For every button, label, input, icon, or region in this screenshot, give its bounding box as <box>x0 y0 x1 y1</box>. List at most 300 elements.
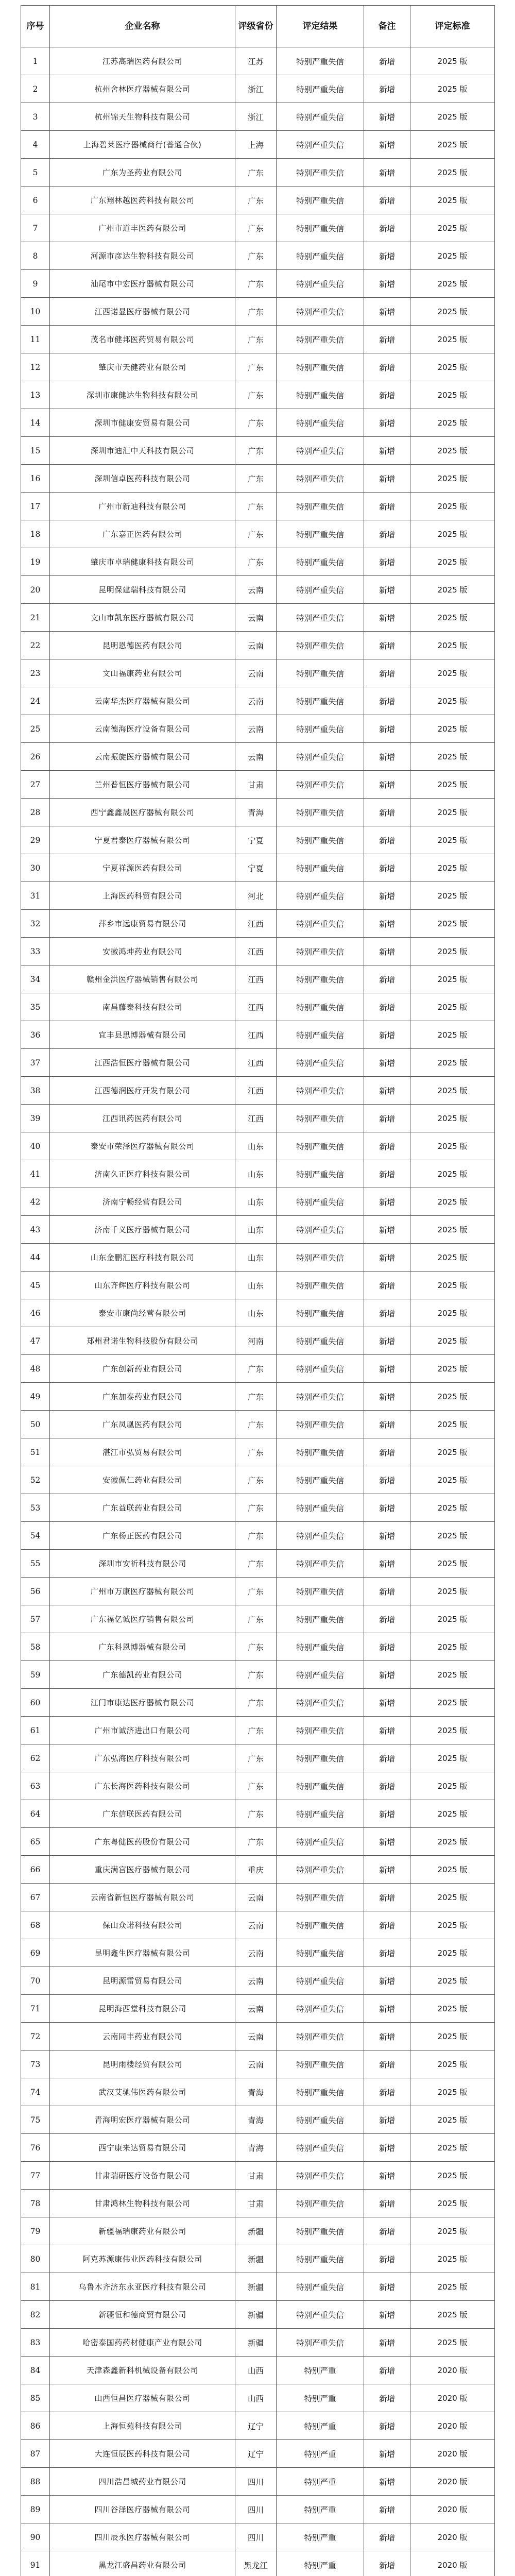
cell-company-name: 西宁康来达贸易有限公司 <box>50 2134 235 2162</box>
cell-province: 宁夏 <box>235 826 277 854</box>
cell-remark: 新增 <box>364 1188 410 1216</box>
cell-remark: 新增 <box>364 1383 410 1411</box>
table-row <box>21 2217 495 2245</box>
cell-result: 特别严重失信 <box>277 1438 364 1466</box>
cell-result: 特别严重失信 <box>277 131 364 159</box>
table-row <box>21 437 495 465</box>
cell-seq: 42 <box>21 1188 50 1216</box>
cell-remark: 新增 <box>364 75 410 103</box>
cell-seq: 81 <box>21 2273 50 2301</box>
credit-rating-table <box>21 5 495 2576</box>
table-row <box>21 1355 495 1383</box>
table-row <box>21 2134 495 2162</box>
cell-seq: 71 <box>21 1995 50 2023</box>
cell-company-name: 哈密泰国药药材健康产业有限公司 <box>50 2329 235 2357</box>
cell-result: 特别严重失信 <box>277 242 364 270</box>
cell-remark: 新增 <box>364 520 410 548</box>
cell-province: 广东 <box>235 1717 277 1744</box>
table-row <box>21 103 495 131</box>
cell-remark: 新增 <box>364 2190 410 2217</box>
cell-standard: 2025 版 <box>410 1717 495 1744</box>
cell-company-name: 江西诺显医疗器械有限公司 <box>50 298 235 326</box>
cell-result: 特别严重失信 <box>277 2078 364 2106</box>
cell-remark: 新增 <box>364 242 410 270</box>
cell-province: 新疆 <box>235 2273 277 2301</box>
cell-province: 江西 <box>235 1105 277 1132</box>
table-row <box>21 131 495 159</box>
cell-remark: 新增 <box>364 1828 410 1856</box>
cell-remark: 新增 <box>364 1272 410 1299</box>
cell-seq: 38 <box>21 1077 50 1105</box>
cell-company-name: 江门市康达医疗器械有限公司 <box>50 1689 235 1717</box>
cell-company-name: 杭州锦天生物科技有限公司 <box>50 103 235 131</box>
cell-company-name: 上海恒苑科技有限公司 <box>50 2412 235 2440</box>
cell-seq: 1 <box>21 47 50 75</box>
cell-seq: 46 <box>21 1299 50 1327</box>
cell-company-name: 深圳信卓医药科技有限公司 <box>50 465 235 493</box>
cell-result: 特别严重 <box>277 2523 364 2551</box>
cell-seq: 72 <box>21 2023 50 2050</box>
cell-remark: 新增 <box>364 1633 410 1661</box>
cell-company-name: 江西讯药医药有限公司 <box>50 1105 235 1132</box>
cell-remark: 新增 <box>364 2357 410 2384</box>
cell-province: 广东 <box>235 1633 277 1661</box>
cell-company-name: 赣州金洪医疗器械销售有限公司 <box>50 965 235 993</box>
cell-province: 山西 <box>235 2384 277 2412</box>
table-row <box>21 326 495 353</box>
cell-seq: 66 <box>21 1856 50 1884</box>
cell-seq: 57 <box>21 1605 50 1633</box>
table-row <box>21 214 495 242</box>
cell-province: 广东 <box>235 520 277 548</box>
cell-seq: 64 <box>21 1800 50 1828</box>
cell-province: 青海 <box>235 2134 277 2162</box>
cell-result: 特别严重失信 <box>277 1578 364 1605</box>
table-row <box>21 1188 495 1216</box>
cell-seq: 30 <box>21 854 50 882</box>
cell-standard: 2025 版 <box>410 1772 495 1800</box>
cell-remark: 新增 <box>364 2551 410 2576</box>
cell-seq: 43 <box>21 1216 50 1244</box>
cell-result: 特别严重 <box>277 2551 364 2576</box>
cell-remark: 新增 <box>364 743 410 771</box>
cell-result: 特别严重失信 <box>277 1188 364 1216</box>
cell-result: 特别严重失信 <box>277 854 364 882</box>
cell-remark: 新增 <box>364 1244 410 1272</box>
cell-standard: 2025 版 <box>410 242 495 270</box>
cell-standard: 2025 版 <box>410 1661 495 1689</box>
cell-company-name: 广州市万康医疗器械有限公司 <box>50 1578 235 1605</box>
cell-remark: 新增 <box>364 1884 410 1911</box>
cell-result: 特别严重失信 <box>277 214 364 242</box>
table-row <box>21 1717 495 1744</box>
cell-result: 特别严重失信 <box>277 1967 364 1995</box>
cell-seq: 4 <box>21 131 50 159</box>
cell-remark: 新增 <box>364 2523 410 2551</box>
cell-result: 特别严重失信 <box>277 548 364 576</box>
cell-standard: 2025 版 <box>410 2134 495 2162</box>
cell-result: 特别严重失信 <box>277 270 364 298</box>
cell-province: 江西 <box>235 910 277 938</box>
cell-remark: 新增 <box>364 882 410 910</box>
cell-seq: 26 <box>21 743 50 771</box>
cell-province: 青海 <box>235 2078 277 2106</box>
table-row <box>21 1049 495 1077</box>
table-row <box>21 965 495 993</box>
cell-province: 广东 <box>235 409 277 437</box>
cell-standard: 2025 版 <box>410 2023 495 2050</box>
cell-seq: 37 <box>21 1049 50 1077</box>
cell-standard: 2025 版 <box>410 826 495 854</box>
cell-standard: 2025 版 <box>410 1744 495 1772</box>
cell-standard: 2025 版 <box>410 75 495 103</box>
cell-remark: 新增 <box>364 326 410 353</box>
cell-seq: 61 <box>21 1717 50 1744</box>
cell-standard: 2025 版 <box>410 1438 495 1466</box>
cell-company-name: 汕尾市中宏医疗器械有限公司 <box>50 270 235 298</box>
cell-result: 特别严重失信 <box>277 2134 364 2162</box>
table-row <box>21 1689 495 1717</box>
cell-remark: 新增 <box>364 2384 410 2412</box>
cell-company-name: 文山市凯东医疗器械有限公司 <box>50 604 235 632</box>
cell-remark: 新增 <box>364 1550 410 1578</box>
cell-seq: 89 <box>21 2496 50 2523</box>
cell-province: 浙江 <box>235 103 277 131</box>
table-row <box>21 520 495 548</box>
cell-remark: 新增 <box>364 2329 410 2357</box>
cell-seq: 14 <box>21 409 50 437</box>
cell-province: 甘肃 <box>235 2190 277 2217</box>
cell-result: 特别严重失信 <box>277 75 364 103</box>
table-body <box>21 47 495 2576</box>
cell-seq: 20 <box>21 576 50 604</box>
cell-result: 特别严重失信 <box>277 2329 364 2357</box>
cell-company-name: 广东凤凰医药有限公司 <box>50 1411 235 1438</box>
cell-remark: 新增 <box>364 2134 410 2162</box>
cell-company-name: 新疆恒和德商贸有限公司 <box>50 2301 235 2329</box>
cell-seq: 62 <box>21 1744 50 1772</box>
table-row <box>21 2440 495 2468</box>
cell-company-name: 杭州舍林医疗器械有限公司 <box>50 75 235 103</box>
cell-remark: 新增 <box>364 1216 410 1244</box>
cell-province: 云南 <box>235 1995 277 2023</box>
header-company-name: 企业名称 <box>50 6 235 47</box>
cell-remark: 新增 <box>364 2245 410 2273</box>
cell-company-name: 阿克苏源康伟业医药科技有限公司 <box>50 2245 235 2273</box>
cell-seq: 17 <box>21 493 50 520</box>
cell-remark: 新增 <box>364 2496 410 2523</box>
cell-company-name: 安徽鸿坤药业有限公司 <box>50 938 235 965</box>
cell-seq: 84 <box>21 2357 50 2384</box>
cell-company-name: 肇庆市卓瑞健康科技有限公司 <box>50 548 235 576</box>
cell-seq: 11 <box>21 326 50 353</box>
cell-company-name: 昆明源雷贸易有限公司 <box>50 1967 235 1995</box>
cell-company-name: 云南德海医疗设备有限公司 <box>50 715 235 743</box>
cell-remark: 新增 <box>364 2273 410 2301</box>
cell-result: 特别严重失信 <box>277 1939 364 1967</box>
cell-remark: 新增 <box>364 1077 410 1105</box>
cell-remark: 新增 <box>364 1605 410 1633</box>
table-row <box>21 1744 495 1772</box>
cell-seq: 56 <box>21 1578 50 1605</box>
table-row <box>21 2412 495 2440</box>
cell-company-name: 宜丰县思博器械有限公司 <box>50 1021 235 1049</box>
table-row <box>21 1828 495 1856</box>
cell-company-name: 湛江市弘贸易有限公司 <box>50 1438 235 1466</box>
table-row <box>21 576 495 604</box>
table-row <box>21 1772 495 1800</box>
cell-seq: 6 <box>21 187 50 214</box>
cell-province: 广东 <box>235 326 277 353</box>
cell-result: 特别严重失信 <box>277 298 364 326</box>
cell-remark: 新增 <box>364 1717 410 1744</box>
cell-province: 广东 <box>235 1661 277 1689</box>
cell-standard: 2025 版 <box>410 1911 495 1939</box>
cell-province: 山东 <box>235 1160 277 1188</box>
cell-province: 云南 <box>235 715 277 743</box>
cell-standard: 2025 版 <box>410 1800 495 1828</box>
table-row <box>21 1884 495 1911</box>
cell-result: 特别严重 <box>277 2468 364 2496</box>
cell-province: 云南 <box>235 659 277 687</box>
cell-company-name: 昆明恩德医药有限公司 <box>50 632 235 659</box>
table-row <box>21 2106 495 2134</box>
cell-standard: 2025 版 <box>410 799 495 826</box>
cell-company-name: 广东杨正医药有限公司 <box>50 1522 235 1550</box>
cell-standard: 2025 版 <box>410 2217 495 2245</box>
cell-remark: 新增 <box>364 1800 410 1828</box>
cell-result: 特别严重失信 <box>277 659 364 687</box>
cell-result: 特别严重失信 <box>277 1633 364 1661</box>
cell-remark: 新增 <box>364 1522 410 1550</box>
cell-province: 云南 <box>235 743 277 771</box>
cell-result: 特别严重失信 <box>277 938 364 965</box>
cell-company-name: 江苏高瑞医药有限公司 <box>50 47 235 75</box>
cell-remark: 新增 <box>364 2440 410 2468</box>
cell-standard: 2025 版 <box>410 353 495 381</box>
cell-remark: 新增 <box>364 938 410 965</box>
cell-result: 特别严重失信 <box>277 520 364 548</box>
cell-province: 重庆 <box>235 1856 277 1884</box>
cell-company-name: 广东长海医药科技有限公司 <box>50 1772 235 1800</box>
cell-result: 特别严重失信 <box>277 1995 364 2023</box>
cell-remark: 新增 <box>364 1661 410 1689</box>
cell-company-name: 广东加泰药业有限公司 <box>50 1383 235 1411</box>
cell-seq: 21 <box>21 604 50 632</box>
cell-company-name: 河源市彦达生物科技有限公司 <box>50 242 235 270</box>
table-row <box>21 548 495 576</box>
cell-company-name: 广东嘉正医药有限公司 <box>50 520 235 548</box>
cell-result: 特别严重失信 <box>277 882 364 910</box>
cell-result: 特别严重失信 <box>277 1800 364 1828</box>
cell-result: 特别严重失信 <box>277 1327 364 1355</box>
cell-remark: 新增 <box>364 298 410 326</box>
cell-standard: 2025 版 <box>410 1578 495 1605</box>
cell-result: 特别严重失信 <box>277 1884 364 1911</box>
cell-result: 特别严重失信 <box>277 993 364 1021</box>
cell-company-name: 南昌藤泰科技有限公司 <box>50 993 235 1021</box>
cell-seq: 70 <box>21 1967 50 1995</box>
cell-province: 广东 <box>235 1744 277 1772</box>
cell-seq: 75 <box>21 2106 50 2134</box>
cell-result: 特别严重失信 <box>277 1132 364 1160</box>
cell-company-name: 深圳市迪汇中天科技有限公司 <box>50 437 235 465</box>
cell-result: 特别严重失信 <box>277 1160 364 1188</box>
cell-province: 广东 <box>235 353 277 381</box>
cell-province: 河北 <box>235 882 277 910</box>
table-row <box>21 882 495 910</box>
cell-province: 广东 <box>235 242 277 270</box>
cell-standard: 2025 版 <box>410 2106 495 2134</box>
cell-standard: 2020 版 <box>410 2384 495 2412</box>
cell-result: 特别严重 <box>277 2357 364 2384</box>
cell-company-name: 广东科恩博器械有限公司 <box>50 1633 235 1661</box>
cell-province: 山东 <box>235 1244 277 1272</box>
table-row <box>21 2496 495 2523</box>
cell-result: 特别严重失信 <box>277 1105 364 1132</box>
cell-province: 青海 <box>235 799 277 826</box>
cell-result: 特别严重失信 <box>277 1272 364 1299</box>
table-row <box>21 1995 495 2023</box>
cell-province: 广东 <box>235 187 277 214</box>
table-row <box>21 1438 495 1466</box>
table-row <box>21 1856 495 1884</box>
cell-remark: 新增 <box>364 826 410 854</box>
cell-remark: 新增 <box>364 2162 410 2190</box>
cell-company-name: 兰州普恒医疗器械有限公司 <box>50 771 235 799</box>
cell-seq: 9 <box>21 270 50 298</box>
cell-seq: 33 <box>21 938 50 965</box>
table-row <box>21 1132 495 1160</box>
table-row <box>21 2384 495 2412</box>
cell-standard: 2025 版 <box>410 743 495 771</box>
cell-result: 特别严重失信 <box>277 1355 364 1383</box>
table-row <box>21 1522 495 1550</box>
cell-standard: 2025 版 <box>410 465 495 493</box>
cell-standard: 2025 版 <box>410 882 495 910</box>
cell-result: 特别严重 <box>277 2384 364 2412</box>
cell-result: 特别严重失信 <box>277 1049 364 1077</box>
cell-standard: 2025 版 <box>410 326 495 353</box>
cell-company-name: 四川辰永医疗器械有限公司 <box>50 2523 235 2551</box>
cell-result: 特别严重失信 <box>277 715 364 743</box>
cell-seq: 34 <box>21 965 50 993</box>
cell-company-name: 广东益联药业有限公司 <box>50 1494 235 1522</box>
cell-remark: 新增 <box>364 159 410 187</box>
cell-remark: 新增 <box>364 1995 410 2023</box>
cell-company-name: 山东金鹏汇医疗科技有限公司 <box>50 1244 235 1272</box>
cell-remark: 新增 <box>364 1772 410 1800</box>
cell-company-name: 四川谷泽医疗器械有限公司 <box>50 2496 235 2523</box>
cell-seq: 18 <box>21 520 50 548</box>
cell-province: 甘肃 <box>235 771 277 799</box>
cell-standard: 2025 版 <box>410 604 495 632</box>
cell-standard: 2025 版 <box>410 381 495 409</box>
cell-company-name: 天津森鑫新科机械设备有限公司 <box>50 2357 235 2384</box>
table-row <box>21 1466 495 1494</box>
table-row <box>21 1021 495 1049</box>
cell-result: 特别严重失信 <box>277 1550 364 1578</box>
cell-province: 云南 <box>235 576 277 604</box>
cell-province: 广东 <box>235 1438 277 1466</box>
cell-remark: 新增 <box>364 1466 410 1494</box>
cell-remark: 新增 <box>364 2106 410 2134</box>
cell-result: 特别严重失信 <box>277 159 364 187</box>
cell-province: 江西 <box>235 1049 277 1077</box>
cell-standard: 2025 版 <box>410 2162 495 2190</box>
cell-company-name: 深圳市健康安贸易有限公司 <box>50 409 235 437</box>
cell-province: 上海 <box>235 131 277 159</box>
cell-province: 江西 <box>235 938 277 965</box>
cell-company-name: 广东创新药业有限公司 <box>50 1355 235 1383</box>
cell-standard: 2025 版 <box>410 1967 495 1995</box>
cell-seq: 19 <box>21 548 50 576</box>
table-row <box>21 1077 495 1105</box>
cell-company-name: 昆明海西堂科技有限公司 <box>50 1995 235 2023</box>
cell-seq: 90 <box>21 2523 50 2551</box>
cell-standard: 2025 版 <box>410 1077 495 1105</box>
cell-province: 江西 <box>235 1021 277 1049</box>
cell-company-name: 广东为圣药业有限公司 <box>50 159 235 187</box>
cell-province: 广东 <box>235 465 277 493</box>
cell-seq: 77 <box>21 2162 50 2190</box>
table-row <box>21 47 495 75</box>
cell-result: 特别严重 <box>277 2496 364 2523</box>
table-row <box>21 75 495 103</box>
cell-standard: 2025 版 <box>410 1411 495 1438</box>
cell-standard: 2025 版 <box>410 1327 495 1355</box>
cell-company-name: 广州市诚济进出口有限公司 <box>50 1717 235 1744</box>
cell-standard: 2025 版 <box>410 1049 495 1077</box>
cell-company-name: 深圳市康健达生物科技有限公司 <box>50 381 235 409</box>
table-row <box>21 1244 495 1272</box>
cell-standard: 2025 版 <box>410 771 495 799</box>
cell-seq: 24 <box>21 687 50 715</box>
cell-province: 云南 <box>235 1884 277 1911</box>
cell-standard: 2025 版 <box>410 1244 495 1272</box>
cell-seq: 49 <box>21 1383 50 1411</box>
cell-seq: 12 <box>21 353 50 381</box>
cell-province: 浙江 <box>235 75 277 103</box>
cell-seq: 54 <box>21 1522 50 1550</box>
cell-standard: 2025 版 <box>410 1105 495 1132</box>
cell-remark: 新增 <box>364 270 410 298</box>
cell-seq: 69 <box>21 1939 50 1967</box>
cell-company-name: 广东德凯药业有限公司 <box>50 1661 235 1689</box>
cell-seq: 45 <box>21 1272 50 1299</box>
table-row <box>21 632 495 659</box>
table-row <box>21 1216 495 1244</box>
cell-result: 特别严重失信 <box>277 771 364 799</box>
table-row <box>21 743 495 771</box>
cell-remark: 新增 <box>364 2078 410 2106</box>
cell-province: 广东 <box>235 214 277 242</box>
table-row <box>21 687 495 715</box>
cell-company-name: 广东信联医药有限公司 <box>50 1800 235 1828</box>
cell-remark: 新增 <box>364 2050 410 2078</box>
cell-standard: 2025 版 <box>410 1939 495 1967</box>
cell-standard: 2025 版 <box>410 854 495 882</box>
cell-standard: 2020 版 <box>410 2440 495 2468</box>
table-row <box>21 298 495 326</box>
cell-company-name: 济南宁畅经营有限公司 <box>50 1188 235 1216</box>
cell-remark: 新增 <box>364 465 410 493</box>
cell-company-name: 济南千义医疗器械有限公司 <box>50 1216 235 1244</box>
cell-standard: 2025 版 <box>410 938 495 965</box>
cell-remark: 新增 <box>364 381 410 409</box>
table-row <box>21 826 495 854</box>
cell-seq: 39 <box>21 1105 50 1132</box>
